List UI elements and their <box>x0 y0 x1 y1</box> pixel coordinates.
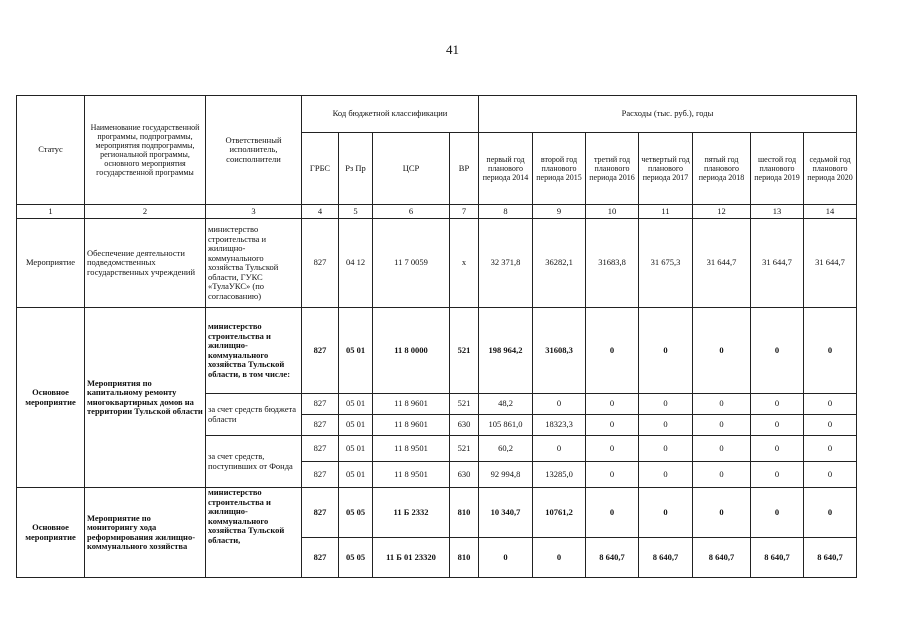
cell-grbs: 827 <box>302 436 339 462</box>
row-executor: министерство строительства и жилищно-коммунального хозяйства Тульской области, <box>206 488 302 578</box>
col-number: 8 <box>479 205 533 219</box>
column-numbers-row <box>17 205 857 219</box>
cell-2019: 0 <box>751 462 804 488</box>
row-executor: за счет средств бюджета области <box>206 394 302 436</box>
cell-vr: 630 <box>450 462 479 488</box>
cell-2015: 10761,2 <box>533 488 586 538</box>
cell-2018: 0 <box>693 462 751 488</box>
cell-csr: 11 7 0059 <box>373 219 450 308</box>
cell-2020: 31 644,7 <box>804 219 857 308</box>
cell-2016: 8 640,7 <box>586 538 639 578</box>
cell-2017: 31 675,3 <box>639 219 693 308</box>
cell-2020: 0 <box>804 415 857 436</box>
cell-csr: 11 Б 2332 <box>373 488 450 538</box>
cell-2019: 0 <box>751 436 804 462</box>
cell-grbs: 827 <box>302 394 339 415</box>
cell-2016: 31683,8 <box>586 219 639 308</box>
cell-grbs: 827 <box>302 488 339 538</box>
cell-2015: 0 <box>533 436 586 462</box>
cell-2018: 0 <box>693 308 751 394</box>
header-executor: Ответственный исполнитель, соисполнители <box>206 96 302 205</box>
cell-2019: 0 <box>751 394 804 415</box>
header-year-2014: первый год планового периода 2014 <box>479 133 533 205</box>
col-number: 7 <box>450 205 479 219</box>
cell-rzpr: 05 01 <box>339 415 373 436</box>
header-grbs: ГРБС <box>302 133 339 205</box>
cell-csr: 11 8 9501 <box>373 436 450 462</box>
cell-2018: 0 <box>693 415 751 436</box>
cell-rzpr: 05 05 <box>339 538 373 578</box>
cell-2017: 8 640,7 <box>639 538 693 578</box>
cell-2014: 48,2 <box>479 394 533 415</box>
col-number: 10 <box>586 205 639 219</box>
table-row <box>17 488 857 538</box>
table-row <box>17 219 857 308</box>
cell-2014: 92 994,8 <box>479 462 533 488</box>
cell-2020: 0 <box>804 488 857 538</box>
cell-vr: 521 <box>450 308 479 394</box>
cell-csr: 11 8 9601 <box>373 415 450 436</box>
cell-2017: 0 <box>639 308 693 394</box>
col-number: 9 <box>533 205 586 219</box>
col-number: 2 <box>85 205 206 219</box>
cell-2018: 0 <box>693 394 751 415</box>
col-number: 14 <box>804 205 857 219</box>
cell-2020: 8 640,7 <box>804 538 857 578</box>
header-year-2020: седьмой год планового периода 2020 <box>804 133 857 205</box>
cell-grbs: 827 <box>302 308 339 394</box>
cell-2020: 0 <box>804 436 857 462</box>
cell-vr: 630 <box>450 415 479 436</box>
cell-2014: 105 861,0 <box>479 415 533 436</box>
cell-2014: 10 340,7 <box>479 488 533 538</box>
cell-csr: 11 8 9601 <box>373 394 450 415</box>
cell-2018: 31 644,7 <box>693 219 751 308</box>
cell-2015: 0 <box>533 538 586 578</box>
cell-2020: 0 <box>804 462 857 488</box>
header-expenses: Расходы (тыс. руб.), годы <box>479 96 857 133</box>
cell-2014: 0 <box>479 538 533 578</box>
cell-rzpr: 05 01 <box>339 462 373 488</box>
col-number: 13 <box>751 205 804 219</box>
cell-2014: 32 371,8 <box>479 219 533 308</box>
col-number: 1 <box>17 205 85 219</box>
cell-2017: 0 <box>639 488 693 538</box>
cell-2019: 31 644,7 <box>751 219 804 308</box>
cell-2016: 0 <box>586 488 639 538</box>
cell-2018: 8 640,7 <box>693 538 751 578</box>
row-status: Основное мероприятие <box>17 488 85 578</box>
cell-vr: 521 <box>450 394 479 415</box>
cell-vr: 810 <box>450 538 479 578</box>
col-number: 12 <box>693 205 751 219</box>
cell-grbs: 827 <box>302 462 339 488</box>
cell-csr: 11 8 9501 <box>373 462 450 488</box>
col-number: 4 <box>302 205 339 219</box>
header-rzpr: Рз Пр <box>339 133 373 205</box>
cell-rzpr: 05 01 <box>339 308 373 394</box>
cell-2017: 0 <box>639 415 693 436</box>
cell-2019: 0 <box>751 488 804 538</box>
cell-2016: 0 <box>586 394 639 415</box>
header-year-2015: второй год планового периода 2015 <box>533 133 586 205</box>
cell-2019: 0 <box>751 308 804 394</box>
cell-2015: 13285,0 <box>533 462 586 488</box>
cell-vr: 521 <box>450 436 479 462</box>
header-csr: ЦСР <box>373 133 450 205</box>
cell-rzpr: 05 01 <box>339 394 373 415</box>
row-executor: министерство строительства и жилищно-коммунального хозяйства Тульской области, в том числе: <box>206 308 302 394</box>
cell-2018: 0 <box>693 488 751 538</box>
cell-2016: 0 <box>586 462 639 488</box>
page-number: 41 <box>446 42 459 57</box>
col-number: 5 <box>339 205 373 219</box>
cell-2018: 0 <box>693 436 751 462</box>
cell-2014: 60,2 <box>479 436 533 462</box>
header-year-2018: пятый год планового периода 2018 <box>693 133 751 205</box>
budget-table <box>16 95 857 578</box>
header-name: Наименование государственной программы, подпрограммы, мероприятия подпрограммы, региональной программы, основного мероприятия государственной программы <box>85 96 206 205</box>
row-status: Основное мероприятие <box>17 308 85 488</box>
cell-grbs: 827 <box>302 415 339 436</box>
cell-vr: 810 <box>450 488 479 538</box>
cell-csr: 11 Б 01 23320 <box>373 538 450 578</box>
cell-2017: 0 <box>639 436 693 462</box>
cell-2020: 0 <box>804 308 857 394</box>
cell-rzpr: 05 05 <box>339 488 373 538</box>
cell-2016: 0 <box>586 415 639 436</box>
col-number: 6 <box>373 205 450 219</box>
row-name: Обеспечение деятельности подведомственных государственных учреждений <box>85 219 206 308</box>
row-executor: за счет средств, поступивших от Фонда <box>206 436 302 488</box>
cell-2014: 198 964,2 <box>479 308 533 394</box>
cell-2015: 0 <box>533 394 586 415</box>
cell-2017: 0 <box>639 394 693 415</box>
cell-2015: 36282,1 <box>533 219 586 308</box>
header-year-2019: шестой год планового периода 2019 <box>751 133 804 205</box>
header-year-2016: третий год планового периода 2016 <box>586 133 639 205</box>
row-name: Мероприятия по капитальному ремонту многоквартирных домов на территории Тульской области <box>85 308 206 488</box>
cell-2015: 31608,3 <box>533 308 586 394</box>
cell-grbs: 827 <box>302 538 339 578</box>
header-status: Статус <box>17 96 85 205</box>
cell-2016: 0 <box>586 436 639 462</box>
cell-2019: 0 <box>751 415 804 436</box>
cell-rzpr: 04 12 <box>339 219 373 308</box>
cell-grbs: 827 <box>302 219 339 308</box>
header-year-2017: четвертый год планового периода 2017 <box>639 133 693 205</box>
cell-rzpr: 05 01 <box>339 436 373 462</box>
col-number: 11 <box>639 205 693 219</box>
cell-2015: 18323,3 <box>533 415 586 436</box>
table-row <box>17 308 857 394</box>
row-status: Мероприятие <box>17 219 85 308</box>
row-name: Мероприятие по мониторингу хода реформирования жилищно-коммунального хозяйства <box>85 488 206 578</box>
row-executor: министерство строительства и жилищно-коммунального хозяйства Тульской области, ГУКС «ТулаУКС» (по согласованию) <box>206 219 302 308</box>
header-budget-code: Код бюджетной классификации <box>302 96 479 133</box>
cell-2020: 0 <box>804 394 857 415</box>
cell-2019: 8 640,7 <box>751 538 804 578</box>
cell-2016: 0 <box>586 308 639 394</box>
cell-vr: x <box>450 219 479 308</box>
cell-2017: 0 <box>639 462 693 488</box>
col-number: 3 <box>206 205 302 219</box>
cell-csr: 11 8 0000 <box>373 308 450 394</box>
header-vr: ВР <box>450 133 479 205</box>
